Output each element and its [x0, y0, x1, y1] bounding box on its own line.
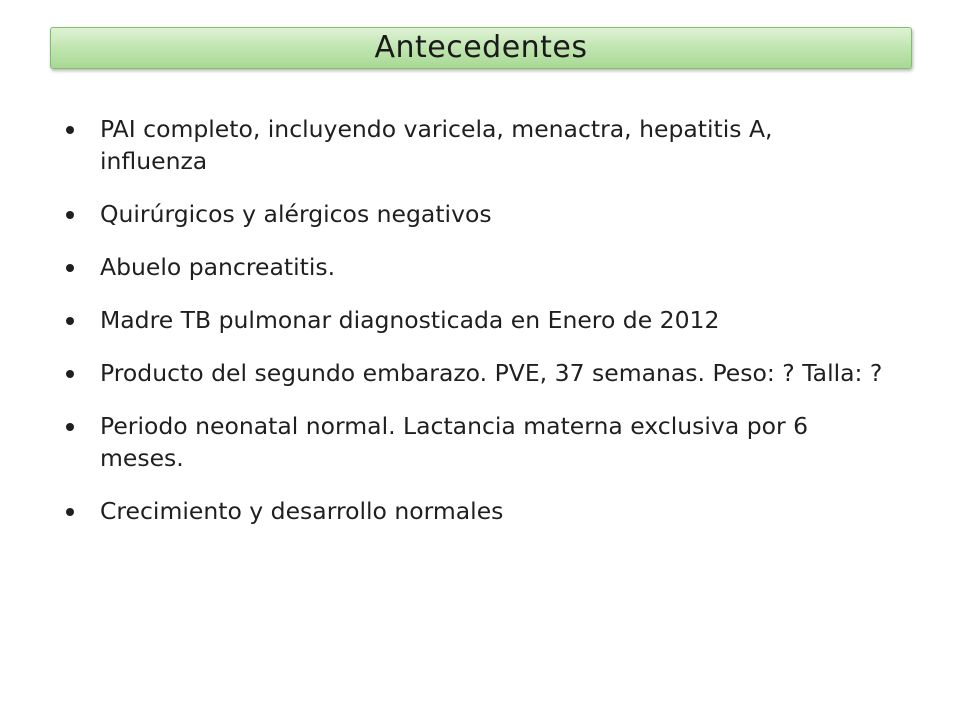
bullet-text: Producto del segundo embarazo. PVE, 37 semanas. Peso: ? Talla: ?	[100, 359, 883, 387]
bullet-dot-icon	[66, 508, 74, 516]
bullet-text: Abuelo pancreatitis.	[100, 253, 336, 281]
bullet-dot-icon	[66, 370, 74, 378]
bullet-dot-icon	[66, 211, 74, 219]
bullet-text: Crecimiento y desarrollo normales	[100, 497, 504, 525]
bullet-text: Periodo neonatal normal. Lactancia materna exclusiva por 6 meses.	[100, 412, 809, 472]
bullet-text: Quirúrgicos y alérgicos negativos	[100, 200, 492, 228]
bullet-dot-icon	[66, 264, 74, 272]
bullet-item-grandfather	[66, 251, 886, 283]
bullet-item-pregnancy	[66, 357, 886, 389]
bullet-text: PAI completo, incluyendo varicela, menactra, hepatitis A, influenza	[100, 115, 773, 175]
bullet-item-vaccines	[66, 113, 886, 177]
bullet-text: Madre TB pulmonar diagnosticada en Enero de 2012	[100, 306, 720, 334]
bullet-item-surgical-allergies	[66, 198, 886, 230]
bullet-item-mother-tb	[66, 304, 886, 336]
bullet-list	[66, 113, 886, 548]
slide-title-box	[50, 27, 912, 69]
bullet-dot-icon	[66, 423, 74, 431]
slide-title: Antecedentes	[374, 30, 588, 65]
bullet-dot-icon	[66, 126, 74, 134]
bullet-item-neonatal	[66, 410, 886, 474]
bullet-dot-icon	[66, 317, 74, 325]
bullet-item-growth	[66, 495, 886, 527]
